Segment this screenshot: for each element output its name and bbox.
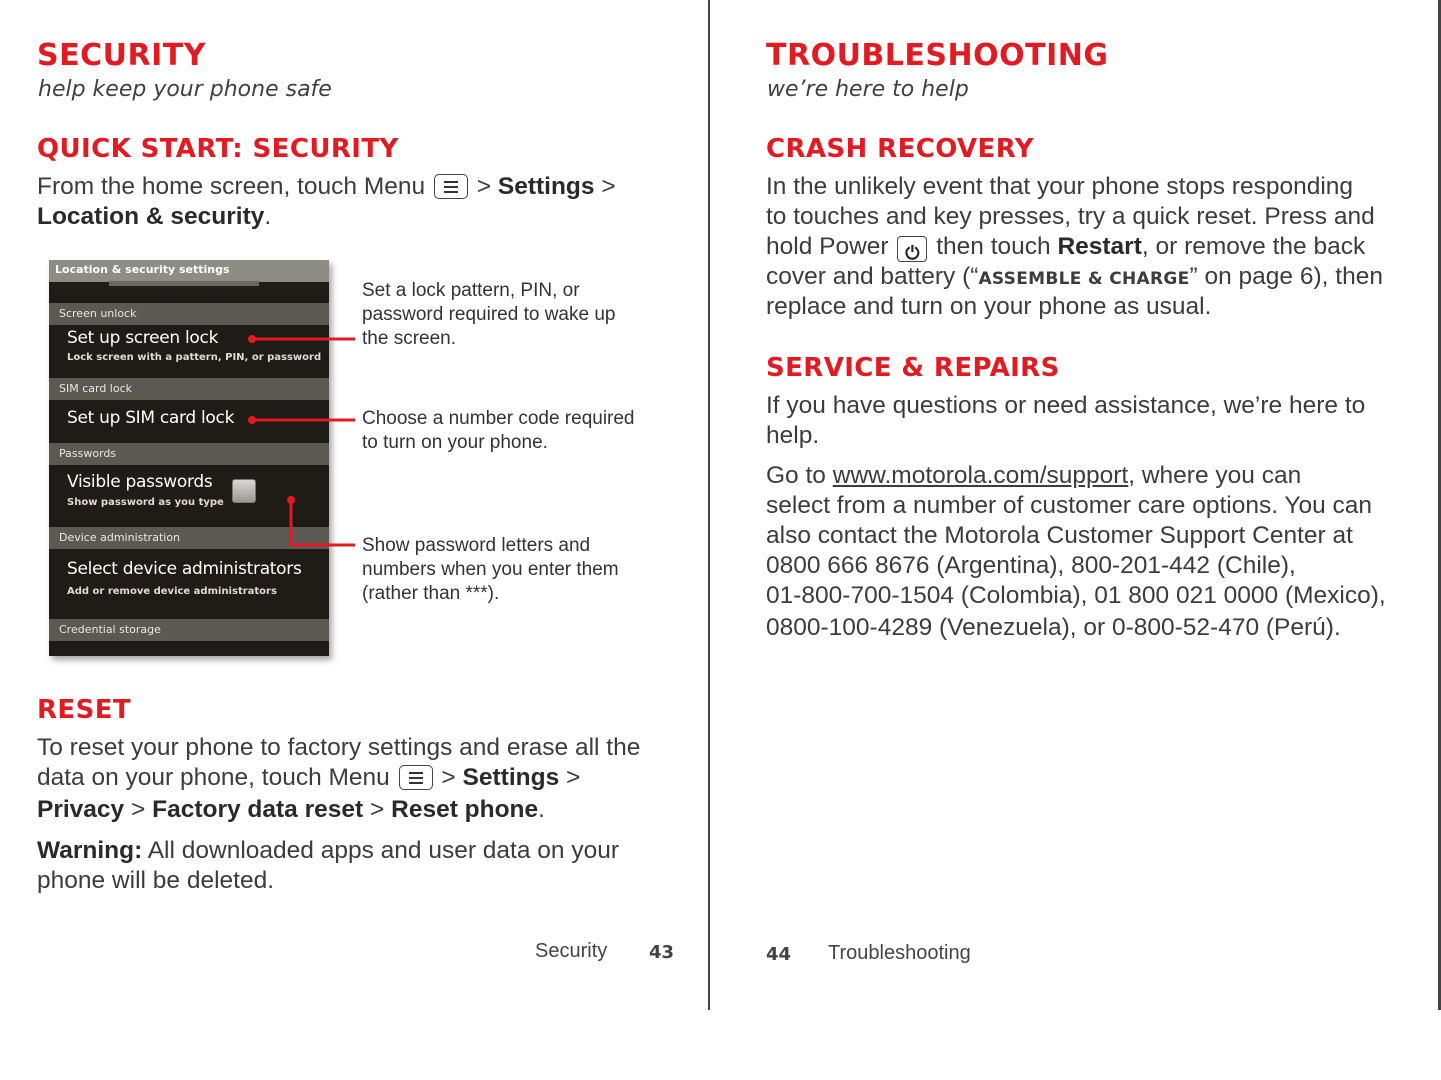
service-text: , where you can xyxy=(1128,462,1302,489)
phone-item-subtitle: Add or remove device administrators xyxy=(67,586,277,597)
assemble-charge-reference: ASSEMBLE & CHARGE xyxy=(978,269,1190,289)
phone-item-subtitle: Lock screen with a pattern, PIN, or password xyxy=(67,352,322,363)
service-p2-line1 xyxy=(766,461,1301,491)
section-label: Device administration xyxy=(59,531,181,544)
reset-line1: To reset your phone to factory settings and erase all the xyxy=(37,734,641,761)
warning-line1 xyxy=(37,836,619,866)
crash-text: then touch xyxy=(936,233,1051,260)
crash-line5: replace and turn on your phone as usual. xyxy=(766,293,1212,320)
service-p2-line2: select from a number of customer care options. You can xyxy=(766,492,1373,519)
callout-line-text: password required to wake up xyxy=(362,304,616,325)
service-p2-line4: 0800 666 8676 (Argentina), 800-201-442 (Chile), xyxy=(766,552,1296,579)
service-text: Go to xyxy=(766,462,826,489)
callout-line-text: the screen. xyxy=(362,328,456,349)
page-subtitle: we’re here to help xyxy=(767,77,969,102)
reset-intro: data on your phone, touch Menu xyxy=(37,764,390,791)
section-label: Screen unlock xyxy=(59,307,137,320)
phone-item-title: Set up screen lock xyxy=(67,328,219,348)
warning-text: All downloaded apps and user data on your xyxy=(147,837,619,864)
callout-dot xyxy=(248,416,256,424)
crash-text: hold Power xyxy=(766,233,889,260)
service-p2-line3: also contact the Motorola Customer Support Center at xyxy=(766,522,1353,549)
right-page xyxy=(711,0,1441,1010)
page-subtitle: help keep your phone safe xyxy=(38,77,332,102)
warning-line2: phone will be deleted. xyxy=(37,867,275,894)
page-number: 43 xyxy=(649,942,675,963)
settings-label: Settings xyxy=(462,764,560,791)
menu-key-icon xyxy=(399,765,433,790)
callout-screen-lock xyxy=(362,279,615,351)
callout-visible-passwords xyxy=(362,534,619,606)
left-page xyxy=(0,0,708,1010)
separator: > xyxy=(441,764,456,791)
section-heading-service-repairs: SERVICE & REPAIRS xyxy=(766,353,1060,383)
callout-dot xyxy=(287,496,295,504)
callout-line-text: to turn on your phone. xyxy=(362,432,548,453)
crash-text: ” on page 6), then xyxy=(1189,263,1383,290)
quick-start-intro: From the home screen, touch Menu xyxy=(37,173,426,200)
separator: > xyxy=(566,764,581,791)
callout-line-text: Choose a number code required xyxy=(362,408,635,429)
phone-item-subtitle: Show password as you type xyxy=(67,497,224,508)
footer-section-label: Security xyxy=(535,940,608,962)
callout-sim-lock xyxy=(362,407,635,455)
reset-line3 xyxy=(37,795,545,825)
callout-line-text: numbers when you enter them xyxy=(362,559,619,580)
location-security-label: Location & security xyxy=(37,203,265,230)
crash-line4 xyxy=(766,262,1383,294)
power-key-icon: ⏻ xyxy=(897,236,927,262)
factory-reset-label: Factory data reset xyxy=(152,796,364,823)
period: . xyxy=(538,796,545,823)
crash-text: , or remove the back xyxy=(1141,233,1366,260)
section-heading-crash-recovery: CRASH RECOVERY xyxy=(766,134,1034,164)
service-p2-line5: 01-800-700-1504 (Colombia), 01 800 021 0000 (Mexico), xyxy=(766,582,1386,609)
service-p1-line2: help. xyxy=(766,422,820,449)
phone-item-title: Set up SIM card lock xyxy=(67,408,235,428)
section-label: Credential storage xyxy=(59,623,161,636)
crash-line2: to touches and key presses, try a quick reset. Press and xyxy=(766,203,1375,230)
service-p1-line1: If you have questions or need assistance, we’re here to xyxy=(766,392,1366,419)
service-p2-line6: 0800-100-4289 (Venezuela), or 0-800-52-470 (Perú). xyxy=(766,614,1341,641)
separator: > xyxy=(131,796,146,823)
page-title: TROUBLESHOOTING xyxy=(766,38,1109,73)
support-link[interactable]: www.motorola.com/support xyxy=(832,462,1129,489)
callout-line-text: Show password letters and xyxy=(362,535,591,556)
reset-line2 xyxy=(37,763,580,793)
callout-line-text: (rather than ***). xyxy=(362,583,500,604)
crash-line1: In the unlikely event that your phone stops responding xyxy=(766,173,1354,200)
restart-label: Restart xyxy=(1057,233,1142,260)
phone-title: Location & security settings xyxy=(55,263,230,276)
section-heading-quick-start: QUICK START: SECURITY xyxy=(37,134,399,164)
callout-dot xyxy=(248,335,256,343)
page-number: 44 xyxy=(766,944,792,965)
warning-label: Warning: xyxy=(37,837,143,864)
section-label: Passwords xyxy=(59,447,117,460)
crash-text: cover and battery (“ xyxy=(766,263,979,290)
footer-section-label: Troubleshooting xyxy=(828,942,971,964)
settings-label: Settings xyxy=(497,173,595,200)
period: . xyxy=(264,203,272,230)
page-title: SECURITY xyxy=(37,38,206,73)
separator: > xyxy=(476,173,492,200)
crash-line3 xyxy=(766,232,1365,262)
page-divider xyxy=(708,0,710,1010)
phone-item-title: Visible passwords xyxy=(67,472,213,492)
separator: > xyxy=(601,173,616,200)
separator: > xyxy=(370,796,385,823)
callout-line-text: Set a lock pattern, PIN, or xyxy=(362,280,580,301)
section-heading-reset: RESET xyxy=(37,695,132,725)
reset-phone-label: Reset phone xyxy=(391,796,539,823)
section-label: SIM card lock xyxy=(59,382,133,395)
callout-line-visible-passwords xyxy=(291,500,355,545)
phone-item-title: Select device administrators xyxy=(67,559,302,579)
privacy-label: Privacy xyxy=(37,796,125,823)
